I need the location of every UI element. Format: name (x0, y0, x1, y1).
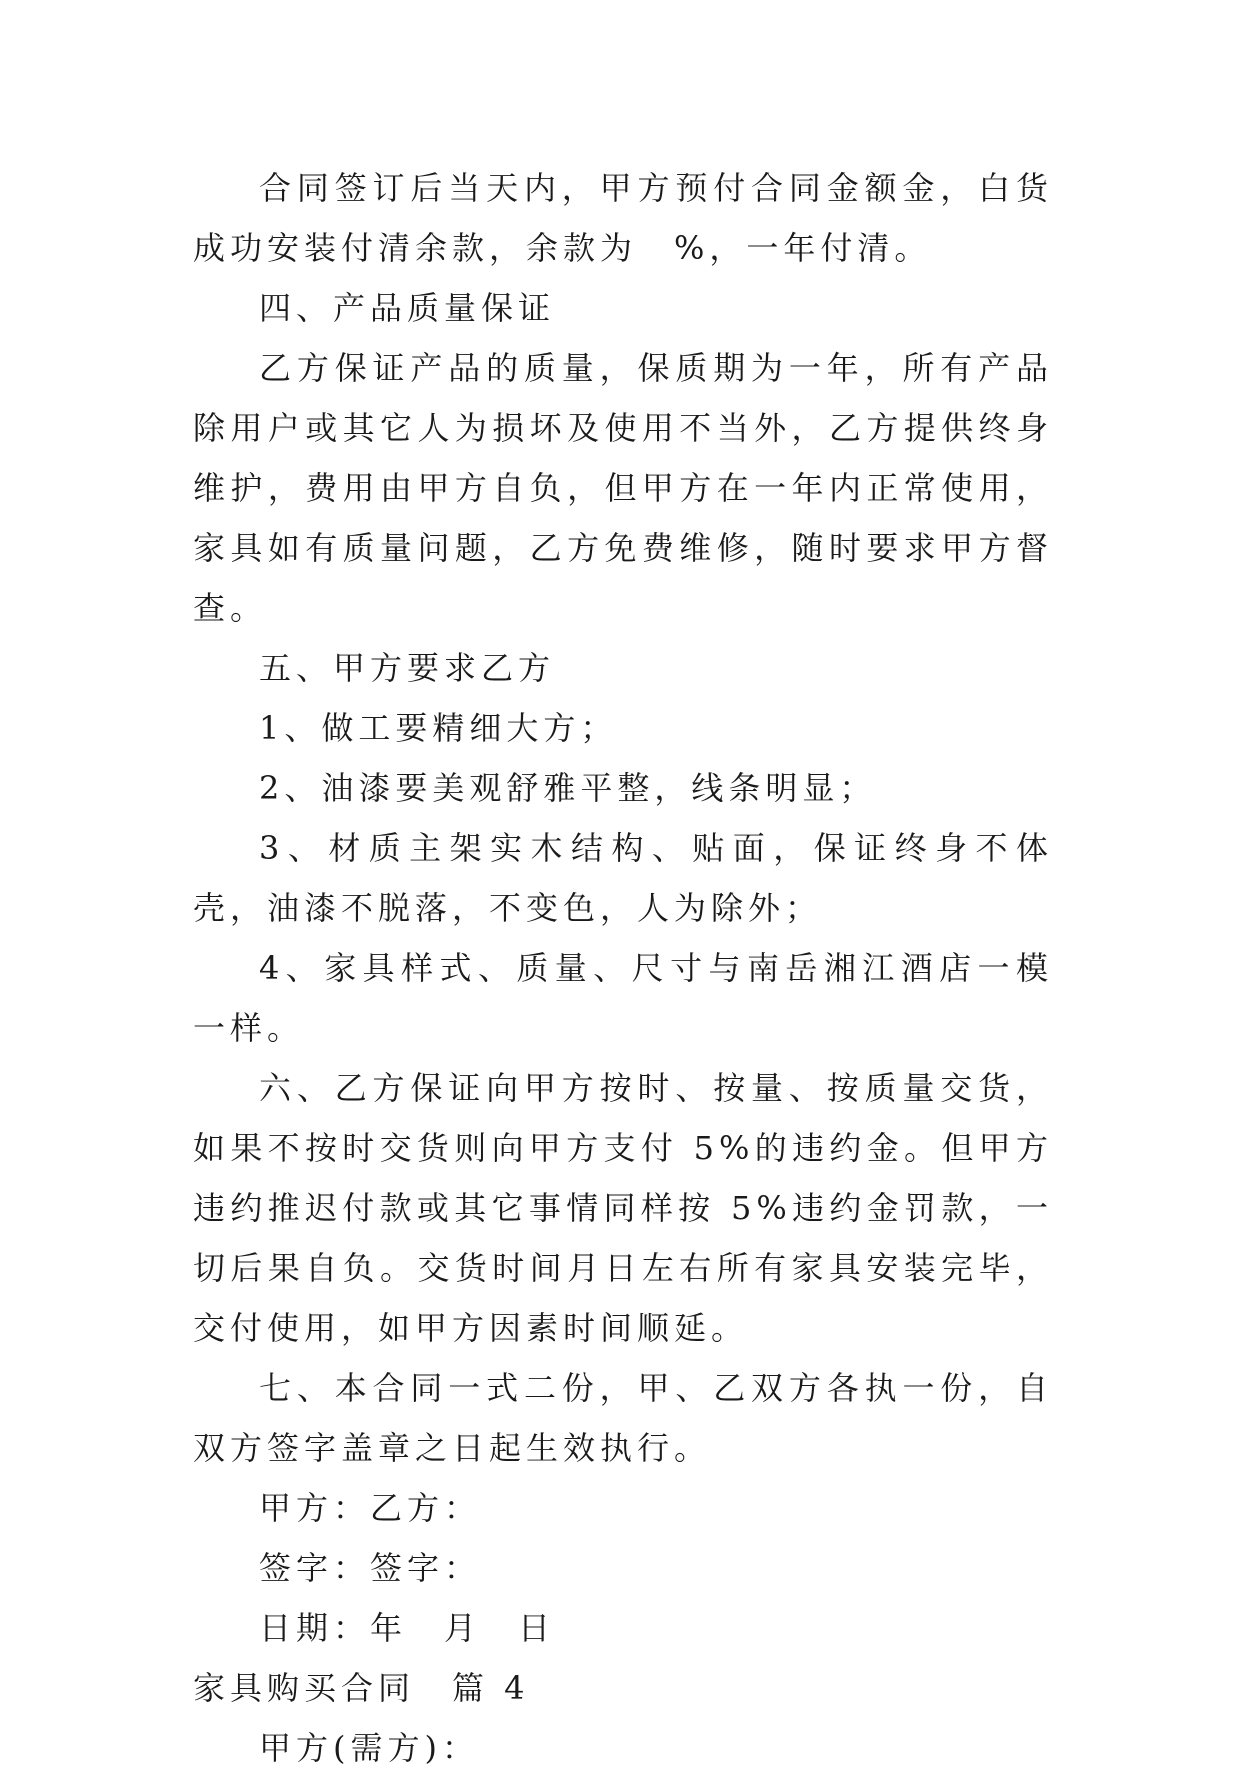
section-heading-quality-guarantee: 四、产品质量保证 (259, 289, 556, 327)
signature-line: 签字：签字： (259, 1549, 482, 1587)
contract-copies-paragraph: 七、本合同一式二份，甲、乙双方各执一份，自双方签字盖章之日起生效执行。 (193, 1369, 1053, 1467)
section-heading-requirements: 五、甲方要求乙方 (259, 649, 556, 687)
payment-terms-paragraph: 合同签订后当天内，甲方预付合同金额金，白货成功安装付清余款，余款为 %，一年付清。 (193, 169, 1053, 267)
requirement-item-3: 3、材质主架实木结构、贴面，保证终身不体壳，油漆不脱落，不变色，人为除外； (193, 829, 1053, 927)
parties-line: 甲方：乙方： (259, 1489, 482, 1527)
requirement-item-4: 4、家具样式、质量、尺寸与南岳湘江酒店一模一样。 (193, 949, 1053, 1047)
next-contract-title: 家具购买合同 篇 4 (193, 1669, 530, 1707)
requirement-item-1: 1、做工要精细大方； (259, 709, 618, 747)
document-body (193, 158, 1053, 1778)
quality-guarantee-paragraph: 乙方保证产品的质量，保质期为一年，所有产品除用户或其它人为损坏及使用不当外，乙方提供终身维护，费用由甲方自负，但甲方在一年内正常使用，家具如有质量问题，乙方免费维修，随时要求甲方督查。 (193, 349, 1053, 627)
delivery-penalty-paragraph: 六、乙方保证向甲方按时、按量、按质量交货，如果不按时交货则向甲方支付 5%的违约金。但甲方违约推迟付款或其它事情同样按 5%违约金罚款，一切后果自负。交货时间月日左右所有家具安装完毕，交付使用，如甲方因素时间顺延。 (193, 1069, 1053, 1347)
party-a-buyer-line: 甲方(需方)： (259, 1729, 479, 1767)
requirement-item-2: 2、油漆要美观舒雅平整，线条明显； (259, 769, 877, 807)
date-line: 日期：年 月 日 (259, 1609, 556, 1647)
